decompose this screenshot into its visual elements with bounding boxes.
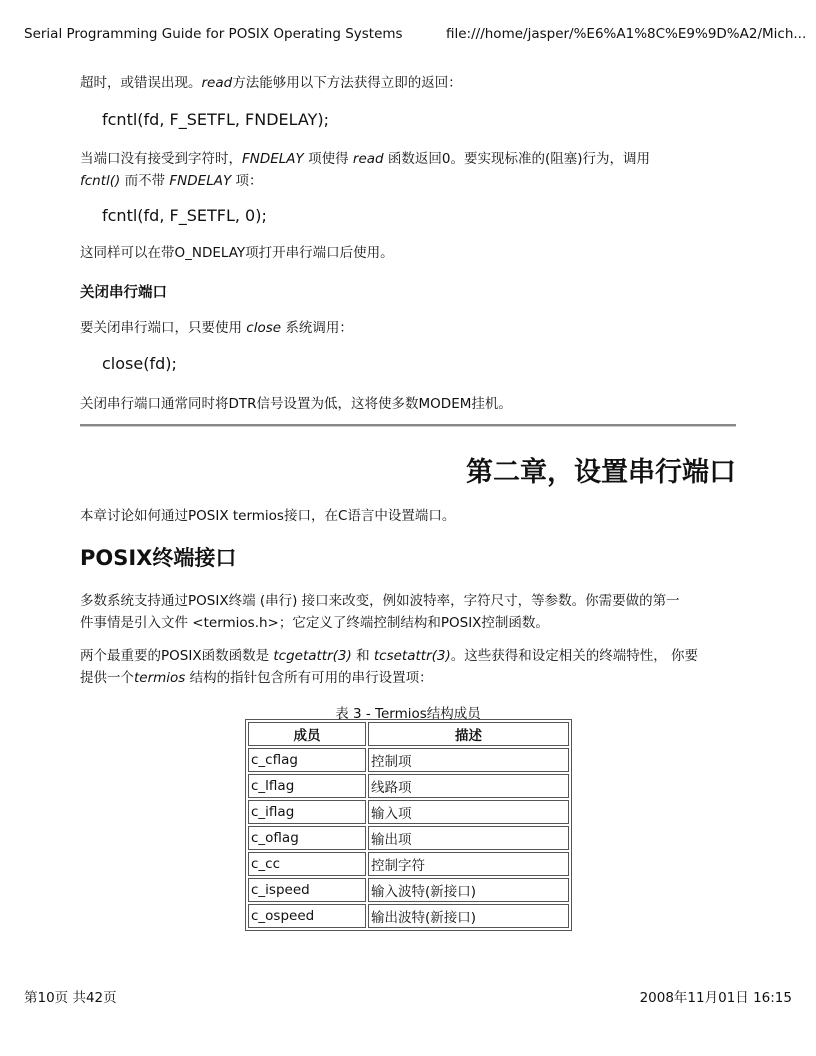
description-cell: 输入项 xyxy=(368,800,569,824)
member-cell: c_lflag xyxy=(248,774,366,798)
text: 方法能够用以下方法获得立即的返回： xyxy=(232,75,462,91)
text-em: fcntl() xyxy=(80,173,121,189)
column-header-member: 成员 xyxy=(248,722,366,746)
code-fndelay: fcntl(fd, F_SETFL, FNDELAY); xyxy=(102,110,330,129)
heading-posix-terminal: POSIX终端接口 xyxy=(80,546,237,570)
paragraph-ondelay: 这同样可以在带O_NDELAY项打开串行端口后使用。 xyxy=(80,245,394,261)
text-em: FNDELAY xyxy=(169,173,232,189)
text: 提供一个 xyxy=(80,670,134,686)
table-row xyxy=(248,774,569,798)
table-row xyxy=(248,826,569,850)
footer-datetime: 2008年11月01日 16:15 xyxy=(639,990,792,1006)
footer-page-number: 第10页 共42页 xyxy=(24,990,117,1006)
description-cell: 输出项 xyxy=(368,826,569,850)
text-em: tcgetattr(3) xyxy=(273,648,352,664)
table-row xyxy=(248,748,569,772)
text: 和 xyxy=(351,648,374,664)
text-em: read xyxy=(352,151,384,167)
text: 多数系统支持通过POSIX终端 (串行) 接口来改变，例如波特率，字符尺寸，等参数。你需要做的第一 xyxy=(80,593,680,609)
text-em: FNDELAY xyxy=(242,151,304,167)
paragraph-posix xyxy=(80,590,736,634)
member-cell: c_ospeed xyxy=(248,904,366,928)
column-header-description: 描述 xyxy=(368,722,569,746)
text: 而不带 xyxy=(120,173,170,189)
divider xyxy=(80,424,736,427)
description-cell: 控制项 xyxy=(368,748,569,772)
text-em: close xyxy=(246,320,282,336)
paragraph-tcattr xyxy=(80,645,736,689)
text: 超时，或错误出现。 xyxy=(80,75,202,91)
table-row xyxy=(248,800,569,824)
member-cell: c_cc xyxy=(248,852,366,876)
text: 函数返回0。要实现标准的(阻塞)行为，调用 xyxy=(383,151,651,167)
header-url: file:///home/jasper/%E6%A1%8C%E9%9D%A2/Mich... xyxy=(446,26,807,42)
text-em: tcsetattr(3) xyxy=(373,648,451,664)
paragraph-close xyxy=(80,317,736,339)
description-cell: 输入波特(新接口) xyxy=(368,878,569,902)
member-cell: c_iflag xyxy=(248,800,366,824)
member-cell: c_oflag xyxy=(248,826,366,850)
text: 项使得 xyxy=(303,151,353,167)
text: 要关闭串行端口，只要使用 xyxy=(80,320,247,336)
member-cell: c_cflag xyxy=(248,748,366,772)
code-blocking: fcntl(fd, F_SETFL, 0); xyxy=(102,206,267,225)
text-em: read xyxy=(201,75,233,91)
text: 。这些获得和设定相关的终端特性， 你要 xyxy=(450,648,699,664)
text-em: termios xyxy=(134,670,186,686)
description-cell: 线路项 xyxy=(368,774,569,798)
code-close: close(fd); xyxy=(102,354,177,373)
text: 结构的指针包含所有可用的串行设置项： xyxy=(185,670,433,686)
paragraph-read-return xyxy=(80,72,736,94)
text: 件事情是引入文件 <termios.h>；它定义了终端控制结构和POSIX控制函数。 xyxy=(80,615,549,631)
table-row xyxy=(248,878,569,902)
description-cell: 控制字符 xyxy=(368,852,569,876)
text: 项： xyxy=(231,173,263,189)
paragraph-chapter-intro: 本章讨论如何通过POSIX termios接口，在C语言中设置端口。 xyxy=(80,508,456,524)
heading-close-port: 关闭串行端口 xyxy=(80,285,167,301)
paragraph-dtr: 关闭串行端口通常同时将DTR信号设置为低，这将使多数MODEM挂机。 xyxy=(80,396,512,412)
table-row xyxy=(248,904,569,928)
member-cell: c_ispeed xyxy=(248,878,366,902)
text: 当端口没有接受到字符时， xyxy=(80,151,242,167)
description-cell: 输出波特(新接口) xyxy=(368,904,569,928)
chapter-title: 第二章，设置串行端口 xyxy=(466,457,736,488)
text: 两个最重要的POSIX函数函数是 xyxy=(80,648,274,664)
termios-members-table xyxy=(245,719,572,931)
table-header-row xyxy=(248,722,569,746)
text: 系统调用： xyxy=(281,320,353,336)
table-row xyxy=(248,852,569,876)
table-caption: 表 3 - Termios结构成员 xyxy=(335,706,481,722)
header-title: Serial Programming Guide for POSIX Operating Systems xyxy=(24,26,403,42)
paragraph-fndelay xyxy=(80,148,736,192)
